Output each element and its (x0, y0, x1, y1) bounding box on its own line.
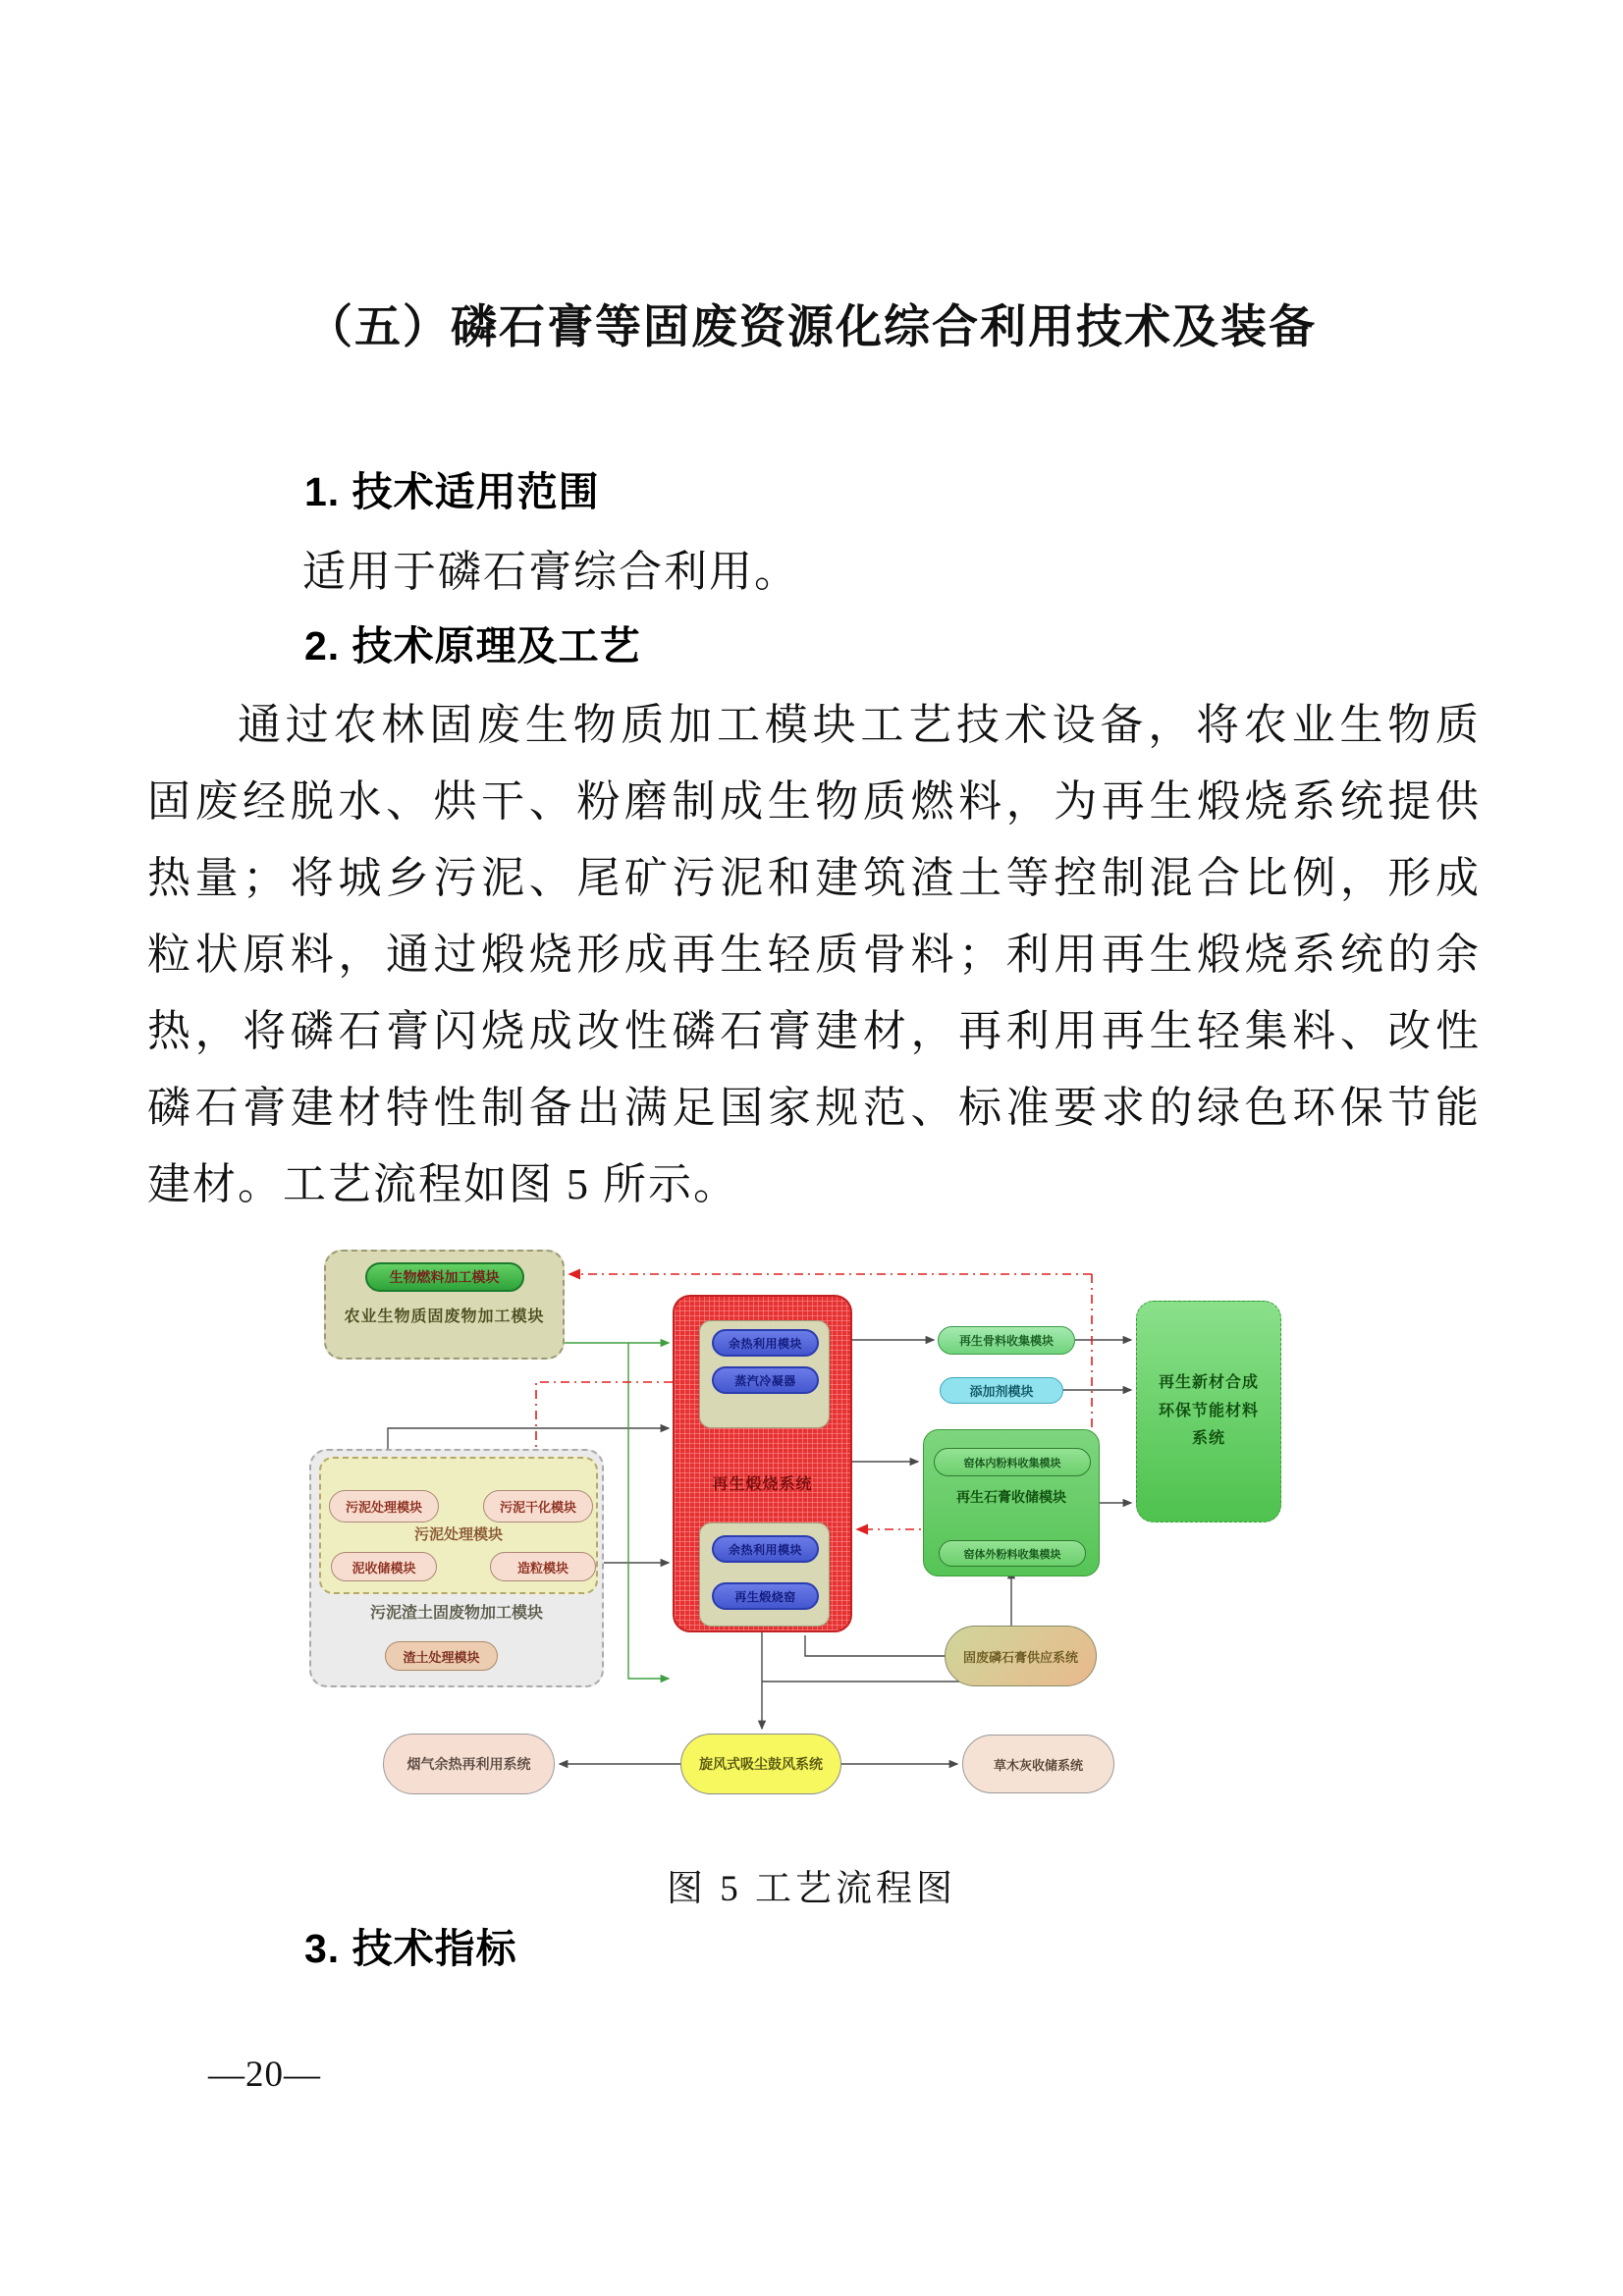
node-mud-storage-module: 泥收储模块 (331, 1552, 437, 1581)
paragraph-line: 粒状原料，通过煅烧形成再生轻质骨料；利用再生煅烧系统的余 (147, 931, 1479, 979)
node-waste-heat-module-top: 余热利用模块 (712, 1329, 819, 1357)
paragraph-line: 热，将磷石膏闪烧成改性磷石膏建材，再利用再生轻集料、改性 (147, 1007, 1479, 1055)
paragraph-line: 通过农林固废生物质加工模块工艺技术设备，将农业生物质 (238, 701, 1479, 749)
slag-box-label: 污泥渣土固废物加工模块 (369, 1605, 543, 1622)
section-3-heading: 3. 技术指标 (304, 1926, 517, 1971)
node-sludge-box (319, 1457, 598, 1594)
node-new-material-system: 再生新材合成环保节能材料系统 (1136, 1301, 1281, 1522)
node-cyclone-dust-blower-system: 旋风式吸尘鼓风系统 (680, 1734, 841, 1794)
node-calcination-system (673, 1295, 852, 1632)
paragraph-line: 磷石膏建材特性制备出满足国家规范、标准要求的绿色环保节能 (147, 1084, 1479, 1132)
section-2-heading: 2. 技术原理及工艺 (304, 623, 641, 668)
node-gypsum-storage-box (923, 1429, 1100, 1576)
node-regeneration-kiln: 再生煅烧窑 (712, 1582, 819, 1610)
node-granulation-module: 造粒模块 (490, 1552, 596, 1581)
page-title: （五）磷石膏等固废资源化综合利用技术及装备 (306, 302, 1317, 353)
figure-caption: 图 5 工艺流程图 (667, 1869, 956, 1909)
section-2-paragraph (147, 687, 1479, 1223)
sludge-box-label: 污泥处理模块 (413, 1527, 503, 1543)
node-fluegas-heat-reuse-system: 烟气余热再利用系统 (383, 1734, 555, 1794)
node-kiln-top-group (699, 1320, 830, 1428)
page-number: —20— (208, 2055, 321, 2095)
node-kiln-bottom-group (699, 1522, 830, 1627)
node-biofuel-processing-module: 生物燃料加工模块 (365, 1262, 524, 1292)
calcination-system-label: 再生煅烧系统 (712, 1476, 813, 1493)
agri-box-label: 农业生物质固废物加工模块 (344, 1308, 545, 1325)
node-sludge-slag-box (309, 1449, 604, 1687)
node-outkiln-powder-collection-module: 窑体外粉料收集模块 (939, 1540, 1086, 1567)
node-plant-ash-storage-system: 草木灰收储系统 (962, 1735, 1114, 1793)
section-1-heading: 1. 技术适用范围 (304, 469, 600, 514)
node-inkiln-powder-collection-module: 窑体内粉料收集模块 (934, 1448, 1091, 1476)
paragraph-line: 建材。工艺流程如图 5 所示。 (147, 1160, 738, 1208)
node-sludge-treatment-module: 污泥处理模块 (329, 1490, 439, 1522)
node-slag-treatment-module: 渣土处理模块 (385, 1641, 498, 1671)
node-steam-condenser: 蒸汽冷凝器 (712, 1366, 819, 1394)
paragraph-line: 热量；将城乡污泥、尾矿污泥和建筑渣土等控制混合比例，形成 (147, 854, 1479, 902)
process-flow-diagram (295, 1235, 1414, 1839)
node-sludge-drying-module: 污泥干化模块 (483, 1490, 593, 1522)
paragraph-line: 固废经脱水、烘干、粉磨制成生物质燃料，为再生煅烧系统提供 (147, 777, 1479, 826)
node-aggregate-collection-module: 再生骨料收集模块 (938, 1326, 1075, 1355)
node-additive-module: 添加剂模块 (940, 1377, 1063, 1404)
node-waste-heat-module-bottom: 余热利用模块 (712, 1535, 819, 1563)
node-agri-biomass-box (324, 1250, 565, 1360)
section-1-body: 适用于磷石膏综合利用。 (302, 548, 799, 596)
gypsum-storage-label: 再生石膏收储模块 (956, 1491, 1066, 1506)
node-phosphogypsum-supply-system: 固废磷石膏供应系统 (945, 1626, 1097, 1686)
